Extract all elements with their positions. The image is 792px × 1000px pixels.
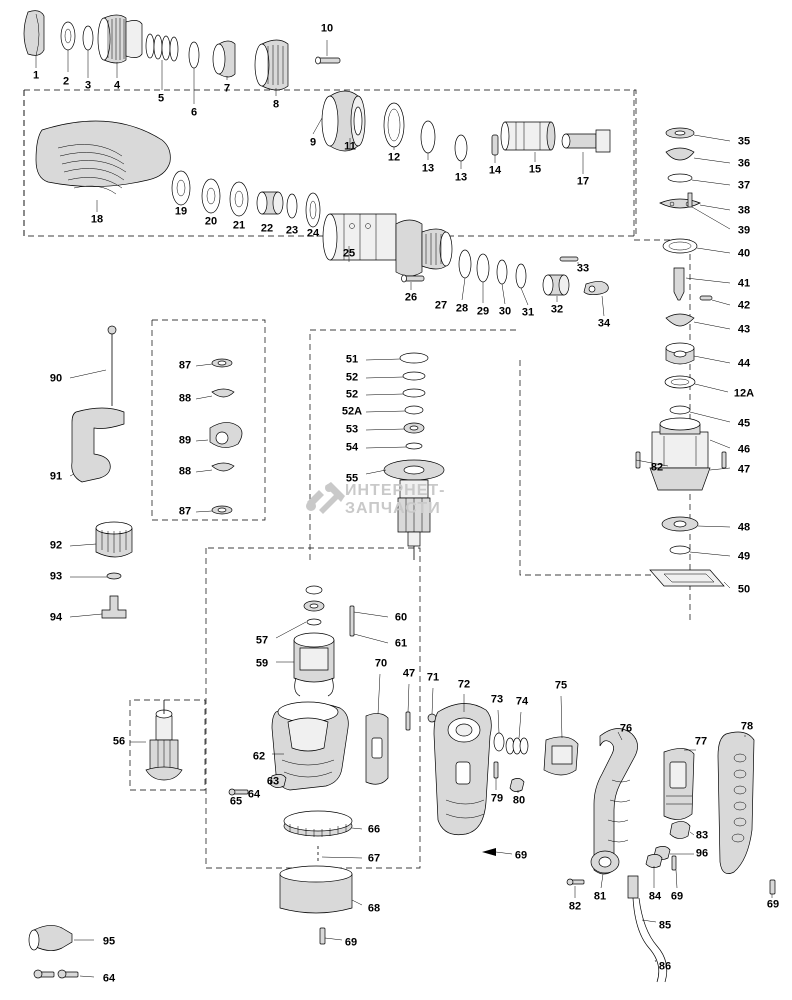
callout-18: 18 — [90, 213, 104, 226]
callout-95: 95 — [102, 935, 116, 948]
callout-86: 86 — [658, 960, 672, 973]
callout-12: 12 — [387, 151, 401, 164]
callout-38: 38 — [737, 204, 751, 217]
callout-50: 50 — [737, 583, 751, 596]
callout-66: 66 — [367, 823, 381, 836]
callout-94: 94 — [49, 611, 63, 624]
callout-51: 51 — [345, 353, 359, 366]
callout-20: 20 — [204, 215, 218, 228]
callout-96: 96 — [695, 847, 709, 860]
callout-13: 13 — [454, 171, 468, 184]
callout-57: 57 — [255, 634, 269, 647]
callout-27: 27 — [434, 299, 448, 312]
callout-88: 88 — [178, 392, 192, 405]
callout-10: 10 — [320, 22, 334, 35]
callout-19: 19 — [174, 205, 188, 218]
callout-37: 37 — [737, 179, 751, 192]
callout-76: 76 — [619, 722, 633, 735]
callout-55: 55 — [345, 472, 359, 485]
callout-60: 60 — [394, 611, 408, 624]
callout-82: 82 — [650, 461, 664, 474]
watermark-line2: ЗАПЧАСТИ — [345, 500, 441, 517]
callout-69: 69 — [514, 849, 528, 862]
callout-40: 40 — [737, 247, 751, 260]
callout-42: 42 — [737, 299, 751, 312]
callout-78: 78 — [740, 720, 754, 733]
callout-31: 31 — [521, 306, 535, 319]
callout-45: 45 — [737, 417, 751, 430]
callout-5: 5 — [157, 92, 165, 105]
callout-63: 63 — [266, 775, 280, 788]
callout-62: 62 — [252, 750, 266, 763]
callout-26: 26 — [404, 291, 418, 304]
callout-67: 67 — [367, 852, 381, 865]
callout-11: 11 — [344, 140, 356, 153]
callout-80: 80 — [512, 794, 526, 807]
callout-87: 87 — [178, 359, 192, 372]
callout-24: 24 — [306, 227, 320, 240]
callout-13: 13 — [421, 162, 435, 175]
callout-70: 70 — [374, 657, 388, 670]
callout-25: 25 — [342, 247, 356, 260]
callout-52A: 52A — [341, 405, 363, 418]
callout-47: 47 — [737, 463, 751, 476]
callout-36: 36 — [737, 157, 751, 170]
callout-88: 88 — [178, 465, 192, 478]
callout-56: 56 — [112, 735, 126, 748]
callout-69: 69 — [344, 936, 358, 949]
callout-21: 21 — [232, 219, 246, 232]
callout-4: 4 — [113, 79, 121, 92]
callout-91: 91 — [49, 470, 63, 483]
callout-64: 64 — [102, 972, 116, 985]
callout-49: 49 — [737, 550, 751, 563]
callout-52: 52 — [345, 371, 359, 384]
callout-12A: 12A — [733, 387, 755, 400]
callout-93: 93 — [49, 570, 63, 583]
callout-23: 23 — [285, 224, 299, 237]
callout-34: 34 — [597, 317, 611, 330]
callout-52: 52 — [345, 388, 359, 401]
callout-89: 89 — [178, 434, 192, 447]
callout-47: 47 — [402, 667, 416, 680]
callout-3: 3 — [84, 79, 92, 92]
callout-6: 6 — [190, 106, 198, 119]
callout-17: 17 — [576, 175, 590, 188]
callout-53: 53 — [345, 423, 359, 436]
callout-90: 90 — [49, 372, 63, 385]
callout-46: 46 — [737, 443, 751, 456]
callout-30: 30 — [498, 305, 512, 318]
callout-22: 22 — [260, 222, 274, 235]
callout-54: 54 — [345, 441, 359, 454]
callout-32: 32 — [550, 303, 564, 316]
callout-59: 59 — [255, 657, 269, 670]
callout-73: 73 — [490, 693, 504, 706]
callout-33: 33 — [576, 262, 590, 275]
callout-87: 87 — [178, 505, 192, 518]
callout-28: 28 — [455, 302, 469, 315]
callout-64: 64 — [247, 788, 261, 801]
callout-77: 77 — [694, 735, 708, 748]
callout-65: 65 — [229, 795, 243, 808]
callout-14: 14 — [488, 164, 502, 177]
callout-2: 2 — [62, 75, 70, 88]
callout-15: 15 — [528, 163, 542, 176]
callout-83: 83 — [695, 829, 709, 842]
callout-43: 43 — [737, 323, 751, 336]
callout-75: 75 — [554, 679, 568, 692]
callout-68: 68 — [367, 902, 381, 915]
callout-74: 74 — [515, 695, 529, 708]
callout-71: 71 — [426, 671, 440, 684]
callout-48: 48 — [737, 521, 751, 534]
callout-1: 1 — [32, 69, 40, 82]
callout-9: 9 — [309, 136, 317, 149]
callout-39: 39 — [737, 224, 751, 237]
callout-69: 69 — [766, 898, 780, 911]
callout-92: 92 — [49, 539, 63, 552]
callout-69: 69 — [670, 890, 684, 903]
callout-41: 41 — [737, 277, 751, 290]
callout-61: 61 — [394, 637, 408, 650]
callout-79: 79 — [490, 792, 504, 805]
callout-35: 35 — [737, 135, 751, 148]
callout-85: 85 — [658, 919, 672, 932]
callout-81: 81 — [593, 890, 607, 903]
watermark-line1: ИНТЕРНЕТ- — [345, 482, 446, 499]
callout-44: 44 — [737, 357, 751, 370]
callout-82: 82 — [568, 900, 582, 913]
callout-8: 8 — [272, 98, 280, 111]
callout-29: 29 — [476, 305, 490, 318]
callout-72: 72 — [457, 678, 471, 691]
callout-84: 84 — [648, 890, 662, 903]
callout-7: 7 — [223, 82, 231, 95]
